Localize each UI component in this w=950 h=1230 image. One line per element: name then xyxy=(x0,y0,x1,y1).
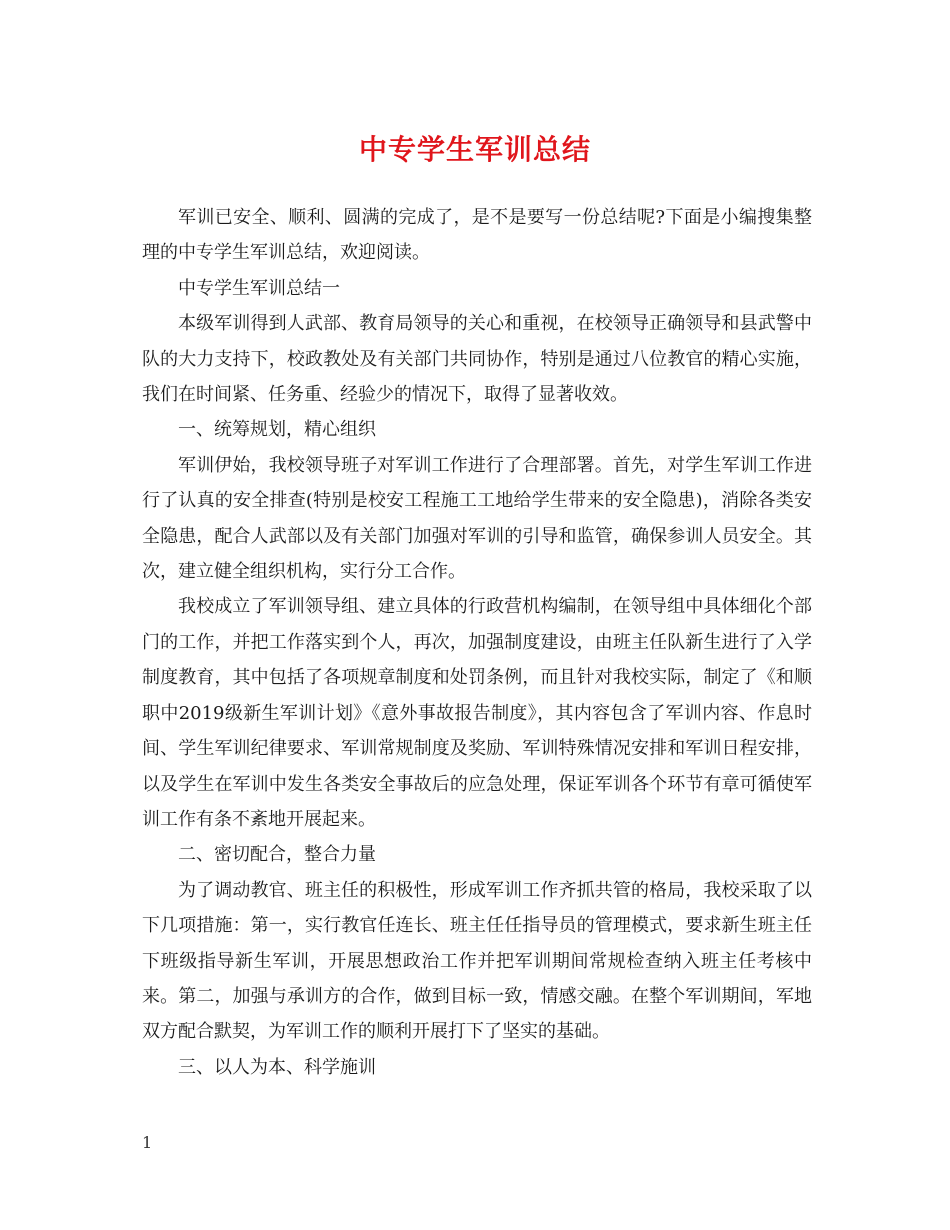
body-paragraph: 为了调动教官、班主任的积极性，形成军训工作齐抓共管的格局，我校采取了以下几项措施：第一，实行教官任连长、班主任任指导员的管理模式，要求新生班主任下班级指导新生军训，开展思想政治工作并把军训期间常规检查纳入班主任考核中来。第二，加强与承训方的合作，做到目标一致，情感交融。在整个军训期间，军地双方配合默契，为军训工作的顺利开展打下了坚实的基础。 xyxy=(142,879,812,1043)
section-heading-2: 二、密切配合，整合力量 xyxy=(178,844,376,866)
body-paragraph: 军训伊始，我校领导班子对军训工作进行了合理部署。首先，对学生军训工作进行了认真的安全排查(特别是校安工程施工工地给学生带来的安全隐患)，消除各类安全隐患，配合人武部以及有关部门加强对军训的引导和监管，确保参训人员安全。其次，建立健全组织机构，实行分工合作。 xyxy=(142,454,812,583)
body-paragraph: 本级军训得到人武部、教育局领导的关心和重视，在校领导正确领导和县武警中队的大力支持下，校政教处及有关部门共同协作，特别是通过八位教官的精心实施，我们在时间紧、任务重、经验少的情况下，取得了显著收效。 xyxy=(142,313,812,406)
section-heading-3: 三、以人为本、科学施训 xyxy=(178,1056,376,1078)
document-title: 中专学生军训总结 xyxy=(358,133,591,166)
page-number: 1 xyxy=(142,1133,153,1152)
body-paragraph: 我校成立了军训领导组、建立具体的行政营机构编制，在领导组中具体细化个部门的工作，并把工作落实到个人，再次，加强制度建设，由班主任队新生进行了入学制度教育，其中包括了各项规章制度和处罚条例，而且针对我校实际，制定了《和顺职中2019级新生军训计划》《意外事故报告制度》，其内容包含了军训内容、作息时间、学生军训纪律要求、军训常规制度及奖励、军训特殊情况安排和军训日程安排，以及学生在军训中发生各类安全事故后的应急处理，保证军训各个环节有章可循使军训工作有条不紊地开展起来。 xyxy=(142,596,812,830)
section-heading-summary-one: 中专学生军训总结一 xyxy=(178,277,340,299)
document-body xyxy=(142,200,812,1085)
section-heading-1: 一、统筹规划，精心组织 xyxy=(178,419,376,441)
intro-paragraph: 军训已安全、顺利、圆满的完成了，是不是要写一份总结呢?下面是小编搜集整理的中专学生军训总结，欢迎阅读。 xyxy=(142,207,812,264)
